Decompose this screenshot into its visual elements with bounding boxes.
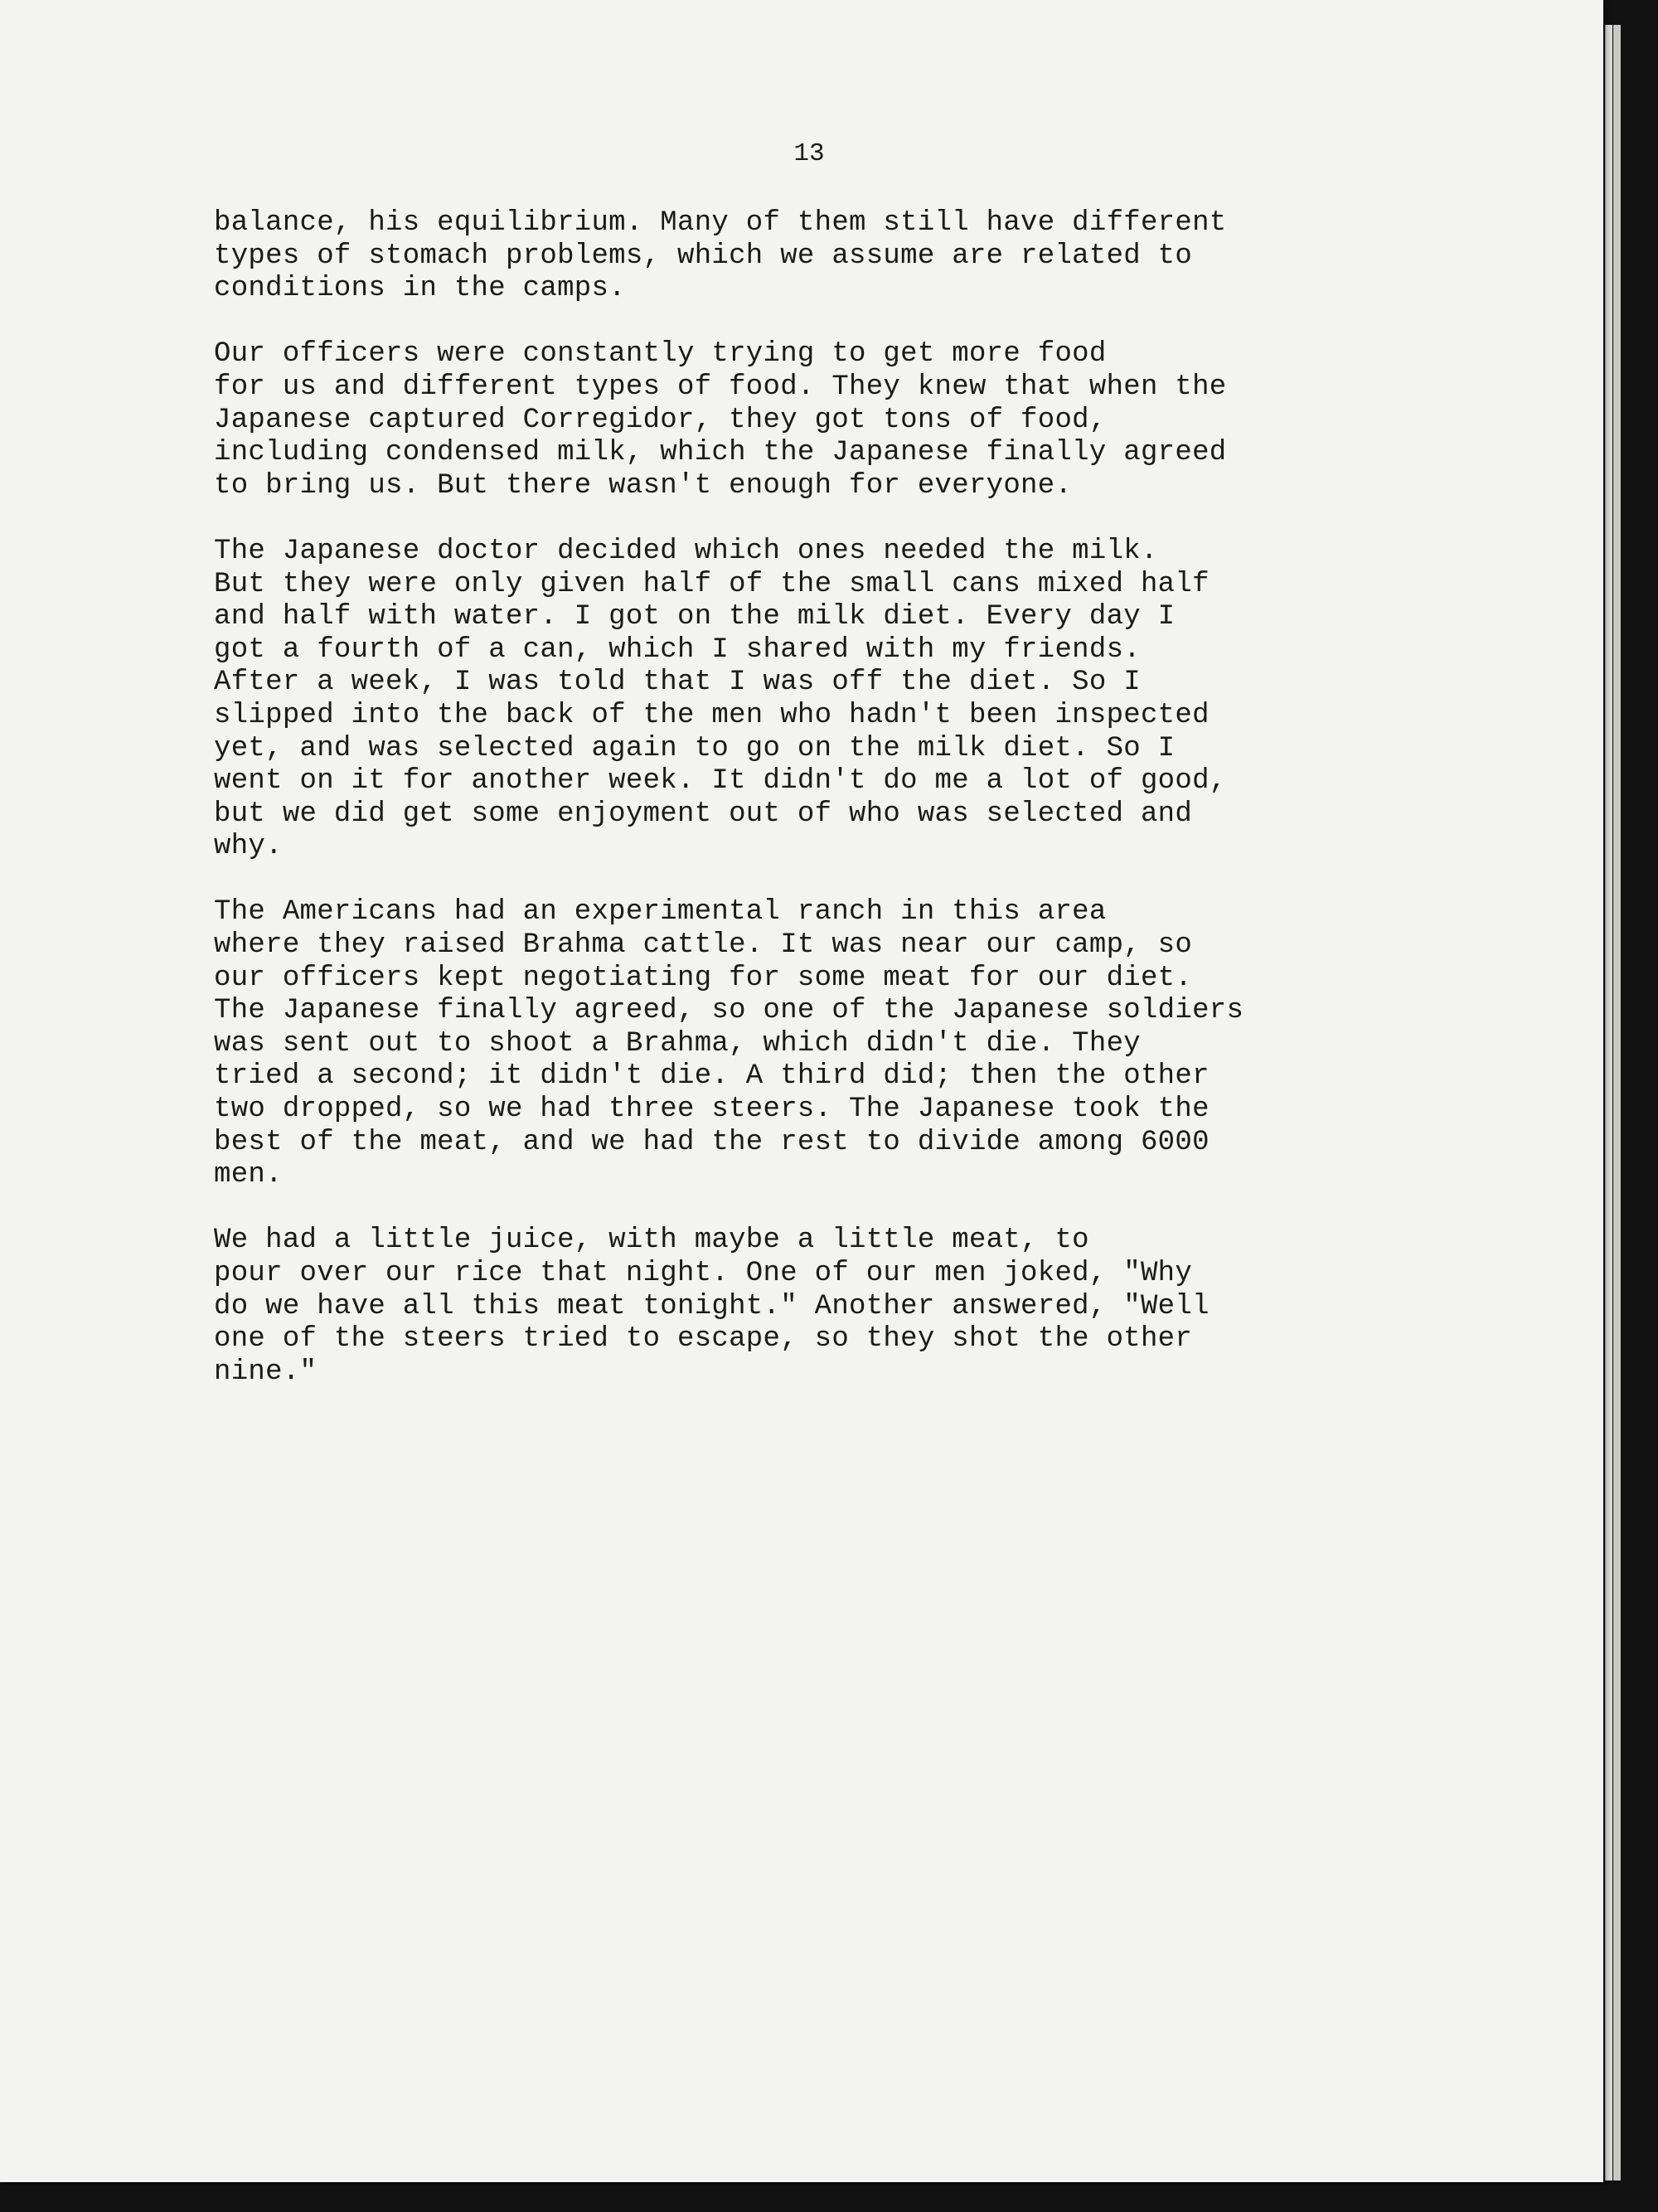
paragraph: The Americans had an experimental ranch in this area where they raised Brahma cattle. It was near our camp, so our officers kept negotiating for some meat for our diet. The Japanese finally agreed, so one of the Japanese soldiers was sent out to shoot a Brahma, which didn't die. They tried a second; it didn't die. A third did; then the other two dropped, so we had three steers. The Japanese took the best of the meat, and we had the rest to divide among 6000 men. bbox=[214, 896, 1244, 1191]
paragraph: We had a little juice, with maybe a little meat, to pour over our rice that night. One of our men joked, "Why do we have all this meat tonight." Another answered, "Well one of the steers tried to escape, so they shot the other nine." bbox=[214, 1225, 1210, 1388]
body-text bbox=[214, 207, 1391, 1422]
page-stack-edge bbox=[1613, 25, 1621, 2180]
paragraph: Our officers were constantly trying to get more food for us and different types of food. They knew that when the Japanese captured Corregidor, they got tons of food, including condensed milk, which the Japanese finally agreed to bring us. But there wasn't enough for everyone. bbox=[214, 338, 1227, 502]
paragraph: The Japanese doctor decided which ones needed the milk. But they were only given half of the small cans mixed half and half with water. I got on the milk diet. Every day I got a fourth of a can, which I shared with my friends. After a week, I was told that I was off the diet. So I slipped into the back of the men who hadn't been inspected yet, and was selected again to go on the milk diet. So I went on it for another week. It didn't do me a lot of good, but we did get some enjoyment out of who was selected and why. bbox=[214, 535, 1227, 863]
paragraph: balance, his equilibrium. Many of them still have different types of stomach problems, which we assume are related to conditions in the camps. bbox=[214, 207, 1227, 305]
page-stack-edge bbox=[1605, 25, 1612, 2180]
page-number: 13 bbox=[793, 139, 825, 168]
